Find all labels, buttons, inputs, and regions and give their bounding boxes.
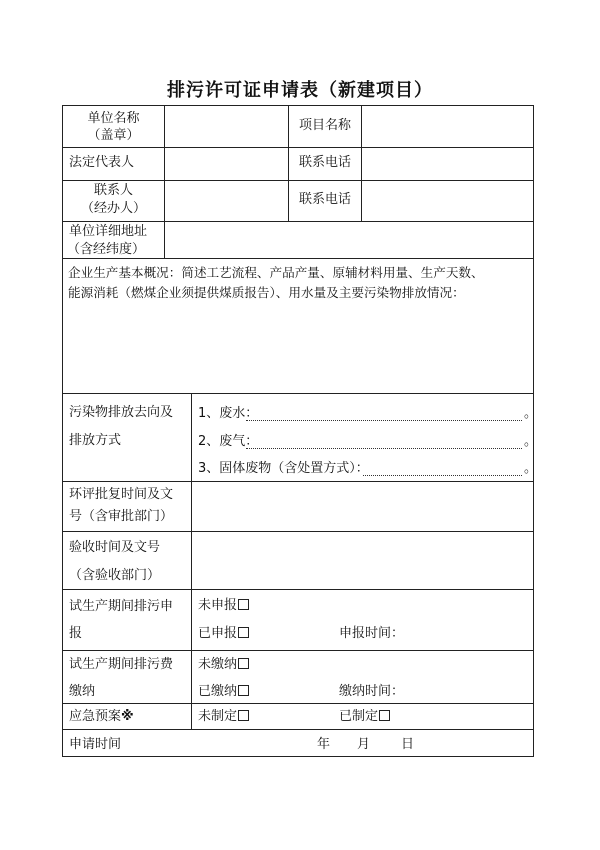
wastewater-field[interactable] — [246, 420, 522, 421]
row-divider — [63, 729, 533, 730]
row-divider — [63, 481, 533, 482]
year-field[interactable] — [263, 734, 313, 754]
row-divider — [63, 221, 533, 222]
address-field[interactable] — [167, 231, 529, 251]
checkbox-icon[interactable] — [379, 710, 390, 721]
wastewater-label: 1、废水： — [198, 406, 259, 421]
formulated-option[interactable] — [339, 709, 390, 725]
phone-field[interactable] — [365, 155, 530, 173]
overview-field[interactable] — [67, 306, 529, 388]
reported-option[interactable] — [198, 626, 249, 642]
acceptance-label: 验收时间及文号 — [69, 540, 161, 555]
row-divider — [63, 589, 533, 590]
col-divider — [361, 106, 362, 222]
row-divider — [63, 180, 533, 181]
checkbox-icon[interactable] — [238, 710, 249, 721]
month-field[interactable] — [331, 734, 355, 754]
project-name-label: 项目名称 — [298, 118, 351, 133]
checkbox-icon[interactable] — [238, 599, 249, 610]
waste-gas-field[interactable] — [246, 448, 522, 449]
eia-sublabel: 号（含审批部门） — [69, 509, 174, 524]
col-divider — [191, 393, 192, 729]
report-time-field[interactable] — [409, 624, 527, 644]
eia-label: 环评批复时间及文 — [69, 487, 174, 502]
legal-rep-label: 法定代表人 — [69, 155, 135, 170]
not-reported-label: 未申报 — [198, 598, 238, 613]
trial-fee-label: 试生产期间排污费 — [69, 657, 174, 672]
overview-text-line1: 企业生产基本概况：简述工艺流程、产品产量、原辅材料用量、生产天数、 — [68, 265, 484, 280]
solid-waste-field[interactable] — [363, 475, 522, 476]
row-divider — [63, 703, 533, 704]
emergency-plan-label — [69, 709, 134, 725]
day-label: 日 — [401, 737, 415, 752]
paid-option[interactable] — [198, 684, 249, 700]
waste-gas-label: 2、废气： — [198, 434, 259, 449]
overview-text-line2: 能源消耗（燃煤企业须提供煤质报告）、用水量及主要污染物排放情况： — [68, 285, 465, 300]
row-divider — [63, 650, 533, 651]
period-mark: 。 — [524, 461, 538, 476]
unit-name-field[interactable] — [167, 118, 285, 136]
solid-waste-label: 3、固体废物（含处置方式）： — [198, 461, 369, 476]
discharge-label: 污染物排放去向及 — [69, 405, 174, 420]
eia-field[interactable] — [195, 496, 529, 516]
contact-sublabel: （经办人） — [80, 201, 146, 216]
checkbox-icon[interactable] — [238, 685, 249, 696]
row-divider — [63, 147, 533, 148]
acceptance-field[interactable] — [195, 552, 529, 572]
unit-name-sublabel: （盖章） — [87, 128, 140, 143]
report-time-label: 申报时间： — [339, 626, 405, 641]
paid-label: 已缴纳 — [198, 684, 238, 699]
unit-name-label: 单位名称 — [87, 111, 140, 126]
note-mark: ※ — [121, 709, 134, 724]
phone-label: 联系电话 — [298, 155, 351, 170]
address-label: 单位详细地址 — [69, 224, 148, 239]
address-sublabel: （含经纬度） — [67, 242, 146, 257]
row-divider — [63, 531, 533, 532]
contact-phone-field[interactable] — [365, 192, 530, 210]
not-formulated-option[interactable] — [198, 709, 249, 725]
reported-label: 已申报 — [198, 626, 238, 641]
trial-report-sublabel: 报 — [69, 626, 83, 641]
period-mark: 。 — [524, 434, 538, 449]
acceptance-sublabel: （含验收部门） — [69, 568, 161, 583]
contact-field[interactable] — [167, 192, 285, 210]
contact-phone-label: 联系电话 — [298, 192, 351, 207]
trial-fee-sublabel: 缴纳 — [69, 684, 96, 699]
month-label: 月 — [357, 737, 371, 752]
row-divider — [63, 393, 533, 394]
discharge-sublabel: 排放方式 — [69, 433, 122, 448]
trial-report-label: 试生产期间排污申 — [69, 599, 174, 614]
emergency-plan-text: 应急预案 — [69, 709, 122, 724]
payment-time-field[interactable] — [409, 682, 527, 702]
row-divider — [63, 258, 533, 259]
checkbox-icon[interactable] — [238, 658, 249, 669]
formulated-label: 已制定 — [339, 709, 379, 724]
period-mark: 。 — [524, 406, 538, 421]
unpaid-option[interactable] — [198, 657, 249, 673]
application-time-label: 申请时间 — [69, 737, 122, 752]
checkbox-icon[interactable] — [238, 627, 249, 638]
year-label: 年 — [317, 737, 331, 752]
legal-rep-field[interactable] — [167, 155, 285, 173]
col-divider — [164, 106, 165, 259]
contact-label: 联系人 — [93, 183, 133, 198]
day-field[interactable] — [373, 734, 399, 754]
project-name-field[interactable] — [365, 118, 530, 136]
unpaid-label: 未缴纳 — [198, 657, 238, 672]
application-form-table — [62, 105, 538, 757]
payment-time-label: 缴纳时间： — [339, 684, 405, 699]
form-title: 排污许可证申请表（新建项目） — [167, 80, 433, 101]
not-formulated-label: 未制定 — [198, 709, 238, 724]
not-reported-option[interactable] — [198, 598, 249, 614]
